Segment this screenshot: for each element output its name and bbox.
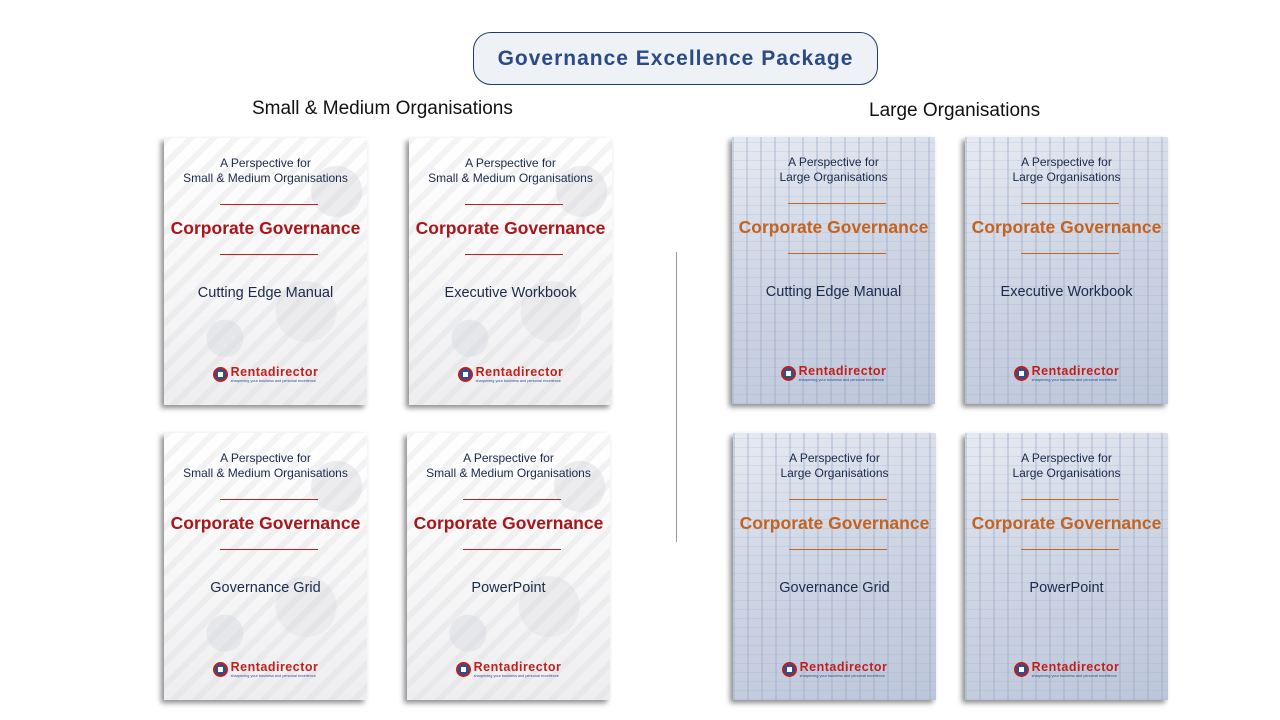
logo-icon xyxy=(456,662,471,677)
perspective-line2: Large Organisations xyxy=(780,466,889,480)
logo-name: Rentadirector xyxy=(1031,660,1120,674)
logo-icon xyxy=(1014,366,1029,381)
perspective-line2: Small & Medium Organisations xyxy=(428,171,593,185)
rule-bottom xyxy=(465,254,563,255)
book-subtitle: Executive Workbook xyxy=(1000,284,1133,300)
book-title: Corporate Governance xyxy=(170,513,361,533)
book-subtitle: PowerPoint xyxy=(471,580,546,596)
book-title: Corporate Governance xyxy=(170,218,361,238)
book-perspective xyxy=(965,155,1168,185)
book-subtitle: Governance Grid xyxy=(779,580,890,596)
perspective-line1: A Perspective for xyxy=(789,451,880,465)
perspective-line2: Large Organisations xyxy=(1012,466,1121,480)
perspective-line1: A Perspective for xyxy=(1021,451,1112,465)
rule-top xyxy=(788,203,886,204)
perspective-line2: Small & Medium Organisations xyxy=(426,466,591,480)
book-title: Corporate Governance xyxy=(415,218,606,238)
logo-name: Rentadirector xyxy=(473,660,562,674)
book-cover-large-executive-workbook[interactable] xyxy=(965,137,1168,404)
book-title: Corporate Governance xyxy=(738,217,929,237)
book-subtitle: Governance Grid xyxy=(210,580,321,596)
perspective-line1: A Perspective for xyxy=(220,156,311,170)
rentadirector-logo xyxy=(407,661,610,678)
rule-top xyxy=(220,204,318,205)
logo-icon xyxy=(782,662,797,677)
logo-icon xyxy=(458,367,473,382)
logo-tagline: sharpening your business and personal excellence xyxy=(230,673,316,678)
logo-icon xyxy=(1014,662,1029,677)
perspective-line1: A Perspective for xyxy=(788,155,879,169)
book-cover-sme-powerpoint[interactable] xyxy=(407,433,610,700)
book-cover-large-cutting-edge-manual[interactable] xyxy=(732,137,935,404)
book-subtitle: Cutting Edge Manual xyxy=(197,285,334,301)
book-cover-sme-governance-grid[interactable] xyxy=(164,433,367,700)
rule-bottom xyxy=(220,549,318,550)
perspective-line2: Large Organisations xyxy=(779,170,888,184)
book-cover-large-governance-grid[interactable] xyxy=(733,433,936,700)
perspective-line1: A Perspective for xyxy=(465,156,556,170)
rentadirector-logo xyxy=(164,661,367,678)
rule-bottom xyxy=(788,253,886,254)
book-title: Corporate Governance xyxy=(413,513,604,533)
book-subtitle: Cutting Edge Manual xyxy=(765,284,902,300)
rule-bottom xyxy=(1021,549,1119,550)
logo-name: Rentadirector xyxy=(230,365,319,379)
rule-top xyxy=(220,499,318,500)
rentadirector-logo xyxy=(733,661,936,678)
perspective-line2: Large Organisations xyxy=(1012,170,1121,184)
section-label-large: Large Organisations xyxy=(869,100,1041,121)
perspective-line1: A Perspective for xyxy=(220,451,311,465)
logo-tagline: sharpening your business and personal excellence xyxy=(1031,377,1117,382)
logo-tagline: sharpening your business and personal excellence xyxy=(799,673,885,678)
logo-icon xyxy=(781,366,796,381)
book-perspective xyxy=(409,156,612,186)
book-cover-sme-cutting-edge-manual[interactable] xyxy=(164,138,367,405)
logo-name: Rentadirector xyxy=(230,660,319,674)
rule-bottom xyxy=(789,549,887,550)
book-subtitle: Executive Workbook xyxy=(444,285,577,301)
book-perspective xyxy=(407,451,610,481)
logo-name: Rentadirector xyxy=(475,365,564,379)
book-cover-large-powerpoint[interactable] xyxy=(965,433,1168,700)
book-subtitle: PowerPoint xyxy=(1029,580,1104,596)
book-perspective xyxy=(965,451,1168,481)
book-perspective xyxy=(733,451,936,481)
rentadirector-logo xyxy=(965,661,1168,678)
package-title: Governance Excellence Package xyxy=(473,32,878,85)
rule-top xyxy=(789,499,887,500)
logo-tagline: sharpening your business and personal excellence xyxy=(475,378,561,383)
book-title: Corporate Governance xyxy=(971,217,1162,237)
logo-icon xyxy=(213,662,228,677)
rule-top xyxy=(1021,499,1119,500)
perspective-line1: A Perspective for xyxy=(463,451,554,465)
book-cover-sme-executive-workbook[interactable] xyxy=(409,138,612,405)
logo-tagline: sharpening your business and personal excellence xyxy=(798,377,884,382)
logo-icon xyxy=(213,367,228,382)
section-divider xyxy=(676,252,677,542)
rentadirector-logo xyxy=(164,366,367,383)
rule-bottom xyxy=(463,549,561,550)
logo-tagline: sharpening your business and personal excellence xyxy=(230,378,316,383)
book-title: Corporate Governance xyxy=(971,513,1162,533)
book-perspective xyxy=(164,451,367,481)
rentadirector-logo xyxy=(409,366,612,383)
perspective-line2: Small & Medium Organisations xyxy=(183,466,348,480)
logo-name: Rentadirector xyxy=(798,364,887,378)
rule-bottom xyxy=(1021,253,1119,254)
book-perspective xyxy=(164,156,367,186)
rentadirector-logo xyxy=(732,365,935,382)
perspective-line2: Small & Medium Organisations xyxy=(183,171,348,185)
rentadirector-logo xyxy=(965,365,1168,382)
logo-tagline: sharpening your business and personal excellence xyxy=(1031,673,1117,678)
rule-top xyxy=(1021,203,1119,204)
rule-top xyxy=(463,499,561,500)
logo-name: Rentadirector xyxy=(799,660,888,674)
book-perspective xyxy=(732,155,935,185)
logo-tagline: sharpening your business and personal excellence xyxy=(473,673,559,678)
logo-name: Rentadirector xyxy=(1031,364,1120,378)
section-label-sme: Small & Medium Organisations xyxy=(252,98,513,119)
rule-top xyxy=(465,204,563,205)
perspective-line1: A Perspective for xyxy=(1021,155,1112,169)
rule-bottom xyxy=(220,254,318,255)
book-title: Corporate Governance xyxy=(739,513,930,533)
